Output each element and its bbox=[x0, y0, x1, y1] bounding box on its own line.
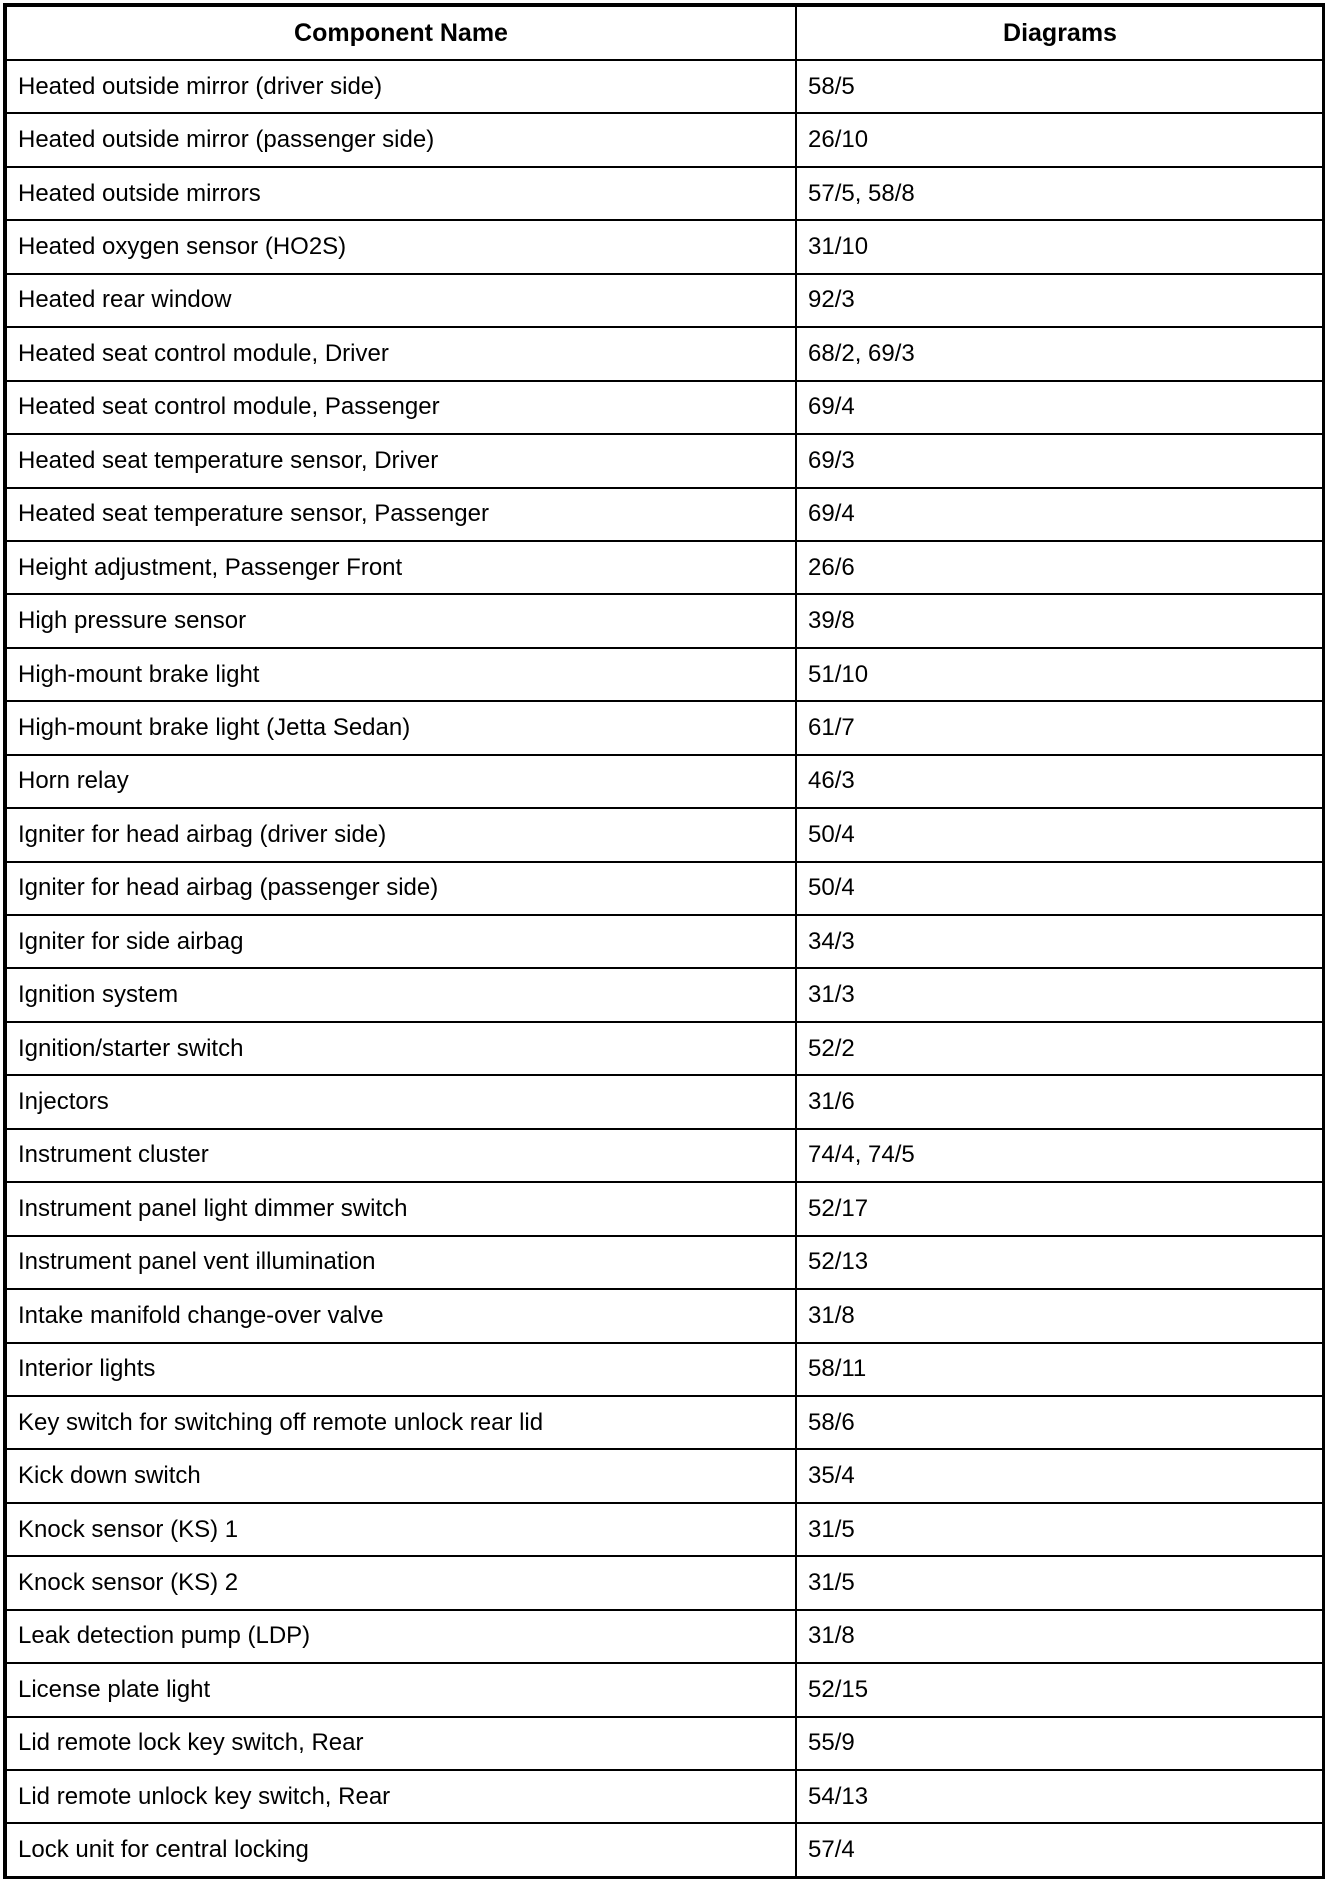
diagrams-cell: 26/6 bbox=[796, 541, 1324, 594]
table-row bbox=[6, 60, 1324, 113]
diagrams-cell: 26/10 bbox=[796, 113, 1324, 166]
diagrams-cell: 31/8 bbox=[796, 1610, 1324, 1663]
diagrams-cell: 52/17 bbox=[796, 1182, 1324, 1235]
component-name-cell: Igniter for side airbag bbox=[6, 915, 796, 968]
component-index-page bbox=[5, 5, 1323, 1878]
component-name-cell: Knock sensor (KS) 2 bbox=[6, 1556, 796, 1609]
diagrams-cell: 58/11 bbox=[796, 1343, 1324, 1396]
table-header-row bbox=[6, 6, 1324, 60]
diagrams-cell: 31/6 bbox=[796, 1075, 1324, 1128]
component-name-cell: Kick down switch bbox=[6, 1449, 796, 1502]
diagrams-cell: 74/4, 74/5 bbox=[796, 1129, 1324, 1182]
table-row bbox=[6, 434, 1324, 487]
diagrams-cell: 52/2 bbox=[796, 1022, 1324, 1075]
component-name-cell: Intake manifold change-over valve bbox=[6, 1289, 796, 1342]
table-row bbox=[6, 1823, 1324, 1876]
table-row bbox=[6, 327, 1324, 380]
diagrams-cell: 31/10 bbox=[796, 220, 1324, 273]
table-row bbox=[6, 1396, 1324, 1449]
diagrams-cell: 57/5, 58/8 bbox=[796, 167, 1324, 220]
diagrams-cell: 58/5 bbox=[796, 60, 1324, 113]
table-body bbox=[6, 60, 1324, 1877]
diagrams-cell: 31/5 bbox=[796, 1556, 1324, 1609]
diagrams-cell: 54/13 bbox=[796, 1770, 1324, 1823]
table-row bbox=[6, 1343, 1324, 1396]
table-row bbox=[6, 808, 1324, 861]
component-name-cell: Heated oxygen sensor (HO2S) bbox=[6, 220, 796, 273]
table-row bbox=[6, 915, 1324, 968]
table-row bbox=[6, 1503, 1324, 1556]
table-row bbox=[6, 701, 1324, 754]
component-name-cell: High-mount brake light bbox=[6, 648, 796, 701]
component-name-cell: Heated seat control module, Passenger bbox=[6, 381, 796, 434]
diagrams-cell: 69/3 bbox=[796, 434, 1324, 487]
component-name-cell: Lock unit for central locking bbox=[6, 1823, 796, 1876]
component-name-cell: Heated outside mirror (driver side) bbox=[6, 60, 796, 113]
diagrams-cell: 39/8 bbox=[796, 594, 1324, 647]
table-row bbox=[6, 1236, 1324, 1289]
table-row bbox=[6, 1663, 1324, 1716]
diagrams-cell: 92/3 bbox=[796, 274, 1324, 327]
table-row bbox=[6, 1717, 1324, 1770]
component-name-cell: Igniter for head airbag (driver side) bbox=[6, 808, 796, 861]
header-component-name: Component Name bbox=[6, 6, 796, 60]
component-name-cell: Lid remote unlock key switch, Rear bbox=[6, 1770, 796, 1823]
table-row bbox=[6, 1610, 1324, 1663]
diagrams-cell: 69/4 bbox=[796, 381, 1324, 434]
component-name-cell: Heated seat temperature sensor, Driver bbox=[6, 434, 796, 487]
table-row bbox=[6, 1182, 1324, 1235]
table-row bbox=[6, 274, 1324, 327]
diagrams-cell: 31/3 bbox=[796, 968, 1324, 1021]
diagrams-cell: 50/4 bbox=[796, 862, 1324, 915]
table-row bbox=[6, 594, 1324, 647]
table-row bbox=[6, 1770, 1324, 1823]
table-row bbox=[6, 1449, 1324, 1502]
diagrams-cell: 68/2, 69/3 bbox=[796, 327, 1324, 380]
component-name-cell: Key switch for switching off remote unlock rear lid bbox=[6, 1396, 796, 1449]
diagrams-cell: 31/5 bbox=[796, 1503, 1324, 1556]
component-name-cell: Instrument panel light dimmer switch bbox=[6, 1182, 796, 1235]
component-name-cell: Leak detection pump (LDP) bbox=[6, 1610, 796, 1663]
diagrams-cell: 57/4 bbox=[796, 1823, 1324, 1876]
component-name-cell: Instrument panel vent illumination bbox=[6, 1236, 796, 1289]
diagrams-cell: 69/4 bbox=[796, 488, 1324, 541]
table-row bbox=[6, 1022, 1324, 1075]
header-diagrams: Diagrams bbox=[796, 6, 1324, 60]
component-name-cell: Heated seat temperature sensor, Passenger bbox=[6, 488, 796, 541]
table-row bbox=[6, 862, 1324, 915]
table-row bbox=[6, 968, 1324, 1021]
table-row bbox=[6, 488, 1324, 541]
diagrams-cell: 52/15 bbox=[796, 1663, 1324, 1716]
table-row bbox=[6, 381, 1324, 434]
diagrams-cell: 31/8 bbox=[796, 1289, 1324, 1342]
table-row bbox=[6, 1129, 1324, 1182]
diagrams-cell: 61/7 bbox=[796, 701, 1324, 754]
table-row bbox=[6, 220, 1324, 273]
component-name-cell: Heated outside mirrors bbox=[6, 167, 796, 220]
component-name-cell: Ignition system bbox=[6, 968, 796, 1021]
diagrams-cell: 35/4 bbox=[796, 1449, 1324, 1502]
component-name-cell: Lid remote lock key switch, Rear bbox=[6, 1717, 796, 1770]
table-row bbox=[6, 541, 1324, 594]
component-diagram-table bbox=[5, 5, 1325, 1878]
component-name-cell: Instrument cluster bbox=[6, 1129, 796, 1182]
component-name-cell: High pressure sensor bbox=[6, 594, 796, 647]
table-row bbox=[6, 755, 1324, 808]
diagrams-cell: 55/9 bbox=[796, 1717, 1324, 1770]
table-row bbox=[6, 167, 1324, 220]
component-name-cell: Horn relay bbox=[6, 755, 796, 808]
diagrams-cell: 58/6 bbox=[796, 1396, 1324, 1449]
diagrams-cell: 51/10 bbox=[796, 648, 1324, 701]
table-row bbox=[6, 1075, 1324, 1128]
component-name-cell: Heated rear window bbox=[6, 274, 796, 327]
table-row bbox=[6, 1556, 1324, 1609]
diagrams-cell: 46/3 bbox=[796, 755, 1324, 808]
table-row bbox=[6, 113, 1324, 166]
component-name-cell: Knock sensor (KS) 1 bbox=[6, 1503, 796, 1556]
table-row bbox=[6, 648, 1324, 701]
component-name-cell: License plate light bbox=[6, 1663, 796, 1716]
component-name-cell: High-mount brake light (Jetta Sedan) bbox=[6, 701, 796, 754]
component-name-cell: Interior lights bbox=[6, 1343, 796, 1396]
diagrams-cell: 34/3 bbox=[796, 915, 1324, 968]
table-row bbox=[6, 1289, 1324, 1342]
component-name-cell: Heated outside mirror (passenger side) bbox=[6, 113, 796, 166]
diagrams-cell: 52/13 bbox=[796, 1236, 1324, 1289]
component-name-cell: Injectors bbox=[6, 1075, 796, 1128]
component-name-cell: Ignition/starter switch bbox=[6, 1022, 796, 1075]
component-name-cell: Igniter for head airbag (passenger side) bbox=[6, 862, 796, 915]
component-name-cell: Height adjustment, Passenger Front bbox=[6, 541, 796, 594]
component-name-cell: Heated seat control module, Driver bbox=[6, 327, 796, 380]
diagrams-cell: 50/4 bbox=[796, 808, 1324, 861]
